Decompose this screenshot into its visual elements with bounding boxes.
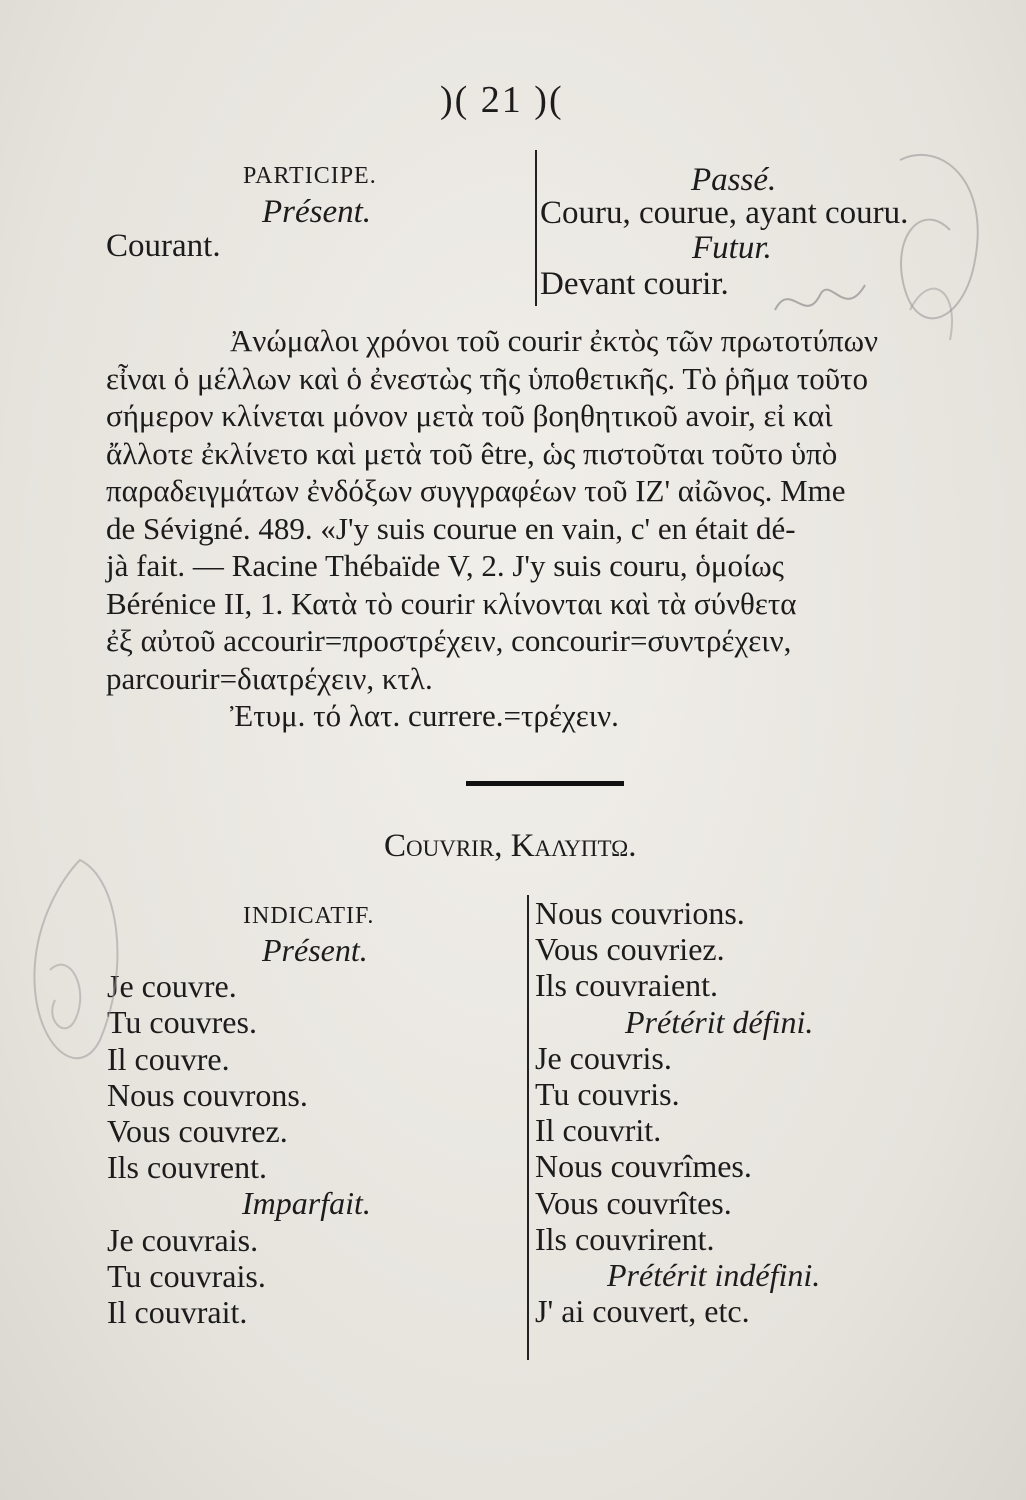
- paragraph-line: Ἀνώμαλοι χρόνοι τοῦ courir ἐκτὸς τῶν πρωτοτύπων: [230, 323, 879, 358]
- conjugation-line: Je couvrais.: [107, 1221, 259, 1258]
- paragraph-line: jà fait. — Racine Thébaïde V, 2. J'y suis couru, ὁμοίως: [106, 548, 784, 583]
- conjugation-line: J' ai couvert, etc.: [535, 1293, 750, 1330]
- conjugation-line: Il couvrait.: [107, 1294, 248, 1331]
- tense-label: Imparfait.: [242, 1185, 371, 1222]
- pencil-scribble-left: [20, 850, 140, 1080]
- conjugation-line: Tu couvris.: [535, 1076, 680, 1113]
- paragraph-line: Bérénice II, 1. Κατὰ τὸ courir κλίνονται καὶ τὰ σύνθετα: [106, 585, 797, 621]
- pencil-scribble-mid: [770, 270, 880, 330]
- paragraph-line: de Sévigné. 489. «J'y suis courue en vain, c' en était dé-: [106, 510, 796, 546]
- conjugation-line: Vous couvrez.: [107, 1113, 288, 1150]
- conjugation-line: Il couvre.: [107, 1040, 230, 1077]
- conjugation-line: Tu couvrais.: [107, 1257, 266, 1294]
- verb-title: [384, 828, 637, 865]
- indicatif-heading: INDICATIF.: [243, 903, 375, 929]
- passe-forms: Couru, courue, ayant couru.: [540, 195, 909, 231]
- present-heading: Présent.: [262, 194, 372, 230]
- paragraph-line: parcourir=διατρέχειν, κτλ.: [106, 660, 433, 696]
- conjugation-line: Nous couvrions.: [535, 895, 745, 931]
- verb-title-french: Couvrir: [384, 828, 495, 864]
- conjugation-line: Ils couvrent.: [107, 1149, 267, 1186]
- futur-form: Devant courir.: [540, 266, 729, 302]
- conjugation-line: Ils couvrirent.: [535, 1220, 715, 1257]
- pencil-scribble-top: [880, 140, 1000, 360]
- page-number: )( 21 )(: [440, 79, 564, 121]
- indicatif-left-column: [107, 932, 371, 1330]
- conjugation-line: Vous couvriez.: [535, 931, 725, 968]
- conjugation-line: Nous couvrons.: [107, 1076, 308, 1113]
- paragraph-line: Ἐτυμ. τό λατ. currere.=τρέχειν.: [230, 698, 619, 733]
- section-rule: [466, 781, 624, 786]
- indicatif-right-column: [535, 895, 820, 1329]
- paragraph-line: ἄλλοτε ἐκλίνετο καὶ μετὰ τοῦ être, ὡς πιστοῦται τοῦτο ὑπὸ: [106, 435, 838, 471]
- conjugation-line: Vous couvrîtes.: [535, 1184, 732, 1221]
- futur-heading: Futur.: [692, 230, 772, 266]
- verb-title-greek: Καλυπτω.: [510, 828, 637, 864]
- participle-heading: PARTICIPE.: [243, 163, 377, 189]
- column-divider-bottom: [527, 895, 529, 1360]
- column-divider-top: [535, 150, 537, 306]
- paragraph-line: σήμερον κλίνεται μόνον μετὰ τοῦ βοηθητικοῦ avoir, εἰ καὶ: [106, 398, 833, 433]
- present-participle: Courant.: [106, 228, 221, 264]
- conjugation-line: Nous couvrîmes.: [535, 1148, 752, 1185]
- paragraph-line: εἶναι ὁ μέλλων καὶ ὁ ἐνεστὼς τῆς ὑποθετικῆς. Τὸ ῥῆμα τοῦτο: [106, 360, 869, 396]
- conjugation-line: Tu couvres.: [107, 1004, 257, 1041]
- conjugation-line: Ils couvraient.: [535, 967, 719, 1004]
- conjugation-line: Il couvrit.: [535, 1112, 662, 1149]
- conjugation-line: Je couvre.: [107, 968, 237, 1005]
- conjugation-line: Je couvris.: [535, 1039, 672, 1076]
- verb-title-separator: ,: [494, 828, 511, 864]
- commentary-paragraph: [106, 322, 951, 735]
- passe-heading: Passé.: [691, 162, 777, 198]
- paragraph-line: ἐξ αὐτοῦ accourir=προστρέχειν, concourir=συντρέχειν,: [106, 623, 792, 658]
- tense-label: Prétérit défini.: [625, 1003, 814, 1040]
- tense-label: Prétérit indéfini.: [607, 1257, 821, 1294]
- tense-label: Présent.: [262, 932, 368, 968]
- paragraph-line: παραδειγμάτων ἐνδόξων συγγραφέων τοῦ ΙΖ' αἰῶνος. Mme: [106, 473, 846, 508]
